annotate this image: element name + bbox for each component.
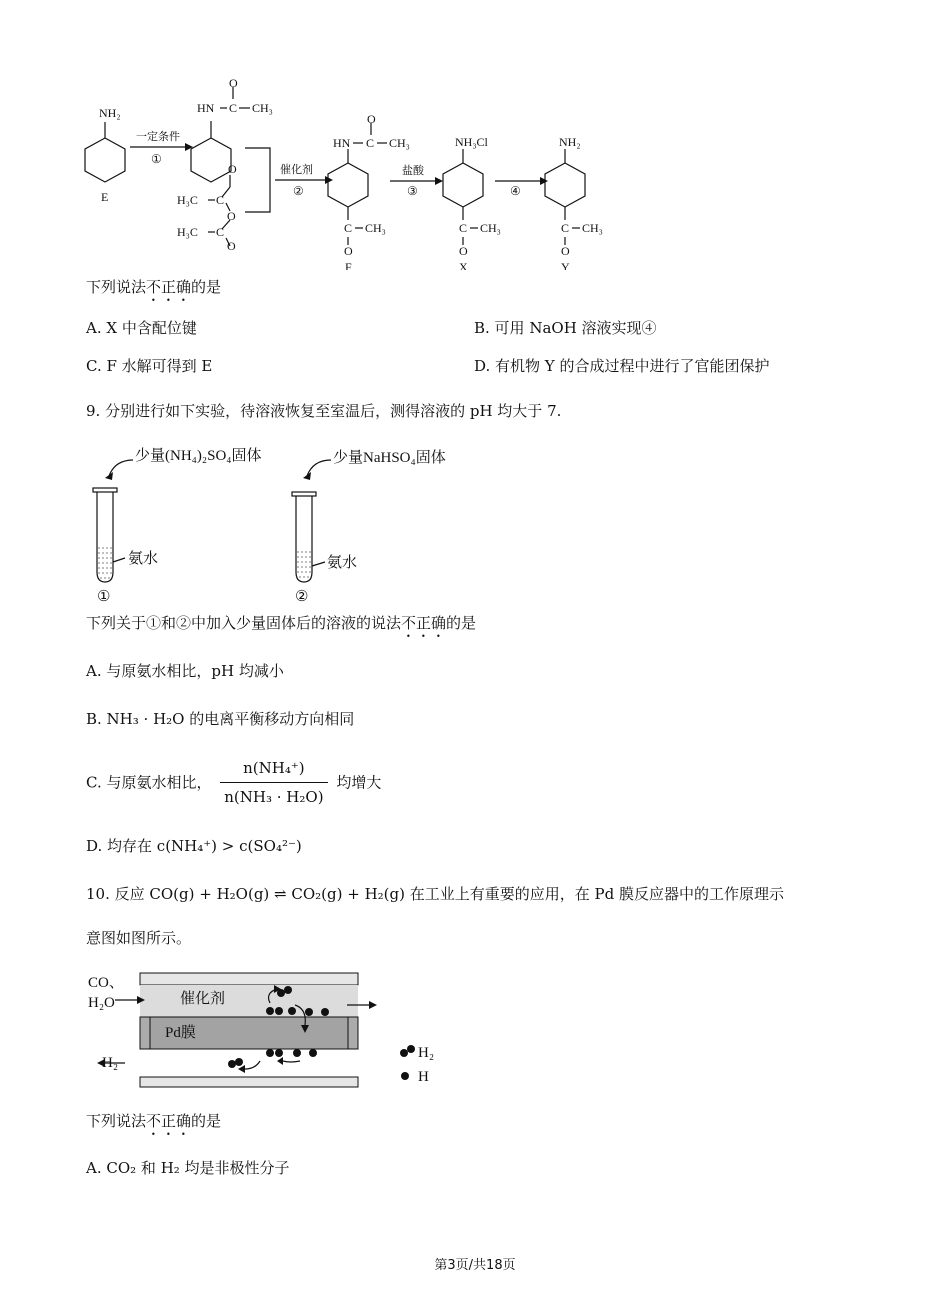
svg-text:O: O bbox=[227, 209, 236, 223]
tube2-solid-label: 少量NaHSO₄固体 bbox=[333, 450, 446, 466]
q8-option-c: C. F 水解可得到 E bbox=[86, 357, 213, 375]
q9-stem: 9. 分别进行如下实验，待溶液恢复至室温后，测得溶液的 pH 均大于 7. bbox=[86, 402, 562, 420]
q10-substem: 下列说法不正确的是 bbox=[86, 1112, 222, 1130]
q9-option-a: A. 与原氨水相比，pH 均减小 bbox=[86, 662, 284, 680]
f-label: F bbox=[345, 260, 352, 270]
svg-text:CH₃: CH₃ bbox=[252, 101, 273, 115]
tube1-solid-label: 少量(NH₄)₂SO₄固体 bbox=[135, 448, 262, 464]
svg-text:盐酸: 盐酸 bbox=[402, 165, 424, 177]
svg-text:NH₃Cl: NH₃Cl bbox=[455, 135, 488, 149]
e-nh2: NH₂ bbox=[99, 106, 121, 120]
svg-text:③: ③ bbox=[407, 184, 418, 198]
tube1-liquid: 氨水 bbox=[128, 551, 159, 567]
feed-co: CO、 bbox=[88, 975, 124, 991]
q9-option-c: C. 与原氨水相比， $\frac{\text{n(NH₄⁺)}}{\text{n(NH₃ · H₂O)}}$ 均增大 bbox=[86, 756, 381, 809]
svg-text:C: C bbox=[216, 193, 225, 207]
svg-text:O: O bbox=[561, 244, 570, 258]
q10-option-a: A. CO₂ 和 H₂ 均是非极性分子 bbox=[86, 1159, 290, 1177]
svg-text:NH₂: NH₂ bbox=[559, 135, 581, 149]
q8-option-b: B. 可用 NaOH 溶液实现④ bbox=[474, 319, 657, 337]
tube2-num: ② bbox=[295, 589, 309, 605]
svg-text:C: C bbox=[459, 221, 468, 235]
svg-text:O: O bbox=[344, 244, 353, 258]
feed-h2o: H₂O bbox=[88, 995, 115, 1011]
svg-text:C: C bbox=[561, 221, 570, 235]
q10-stem-line2: 意图如图所示。 bbox=[86, 929, 192, 947]
svg-text:①: ① bbox=[151, 152, 162, 166]
svg-text:一定条件: 一定条件 bbox=[136, 131, 180, 143]
svg-text:CH₃: CH₃ bbox=[389, 136, 410, 150]
svg-text:O: O bbox=[227, 239, 236, 253]
catalyst-label: 催化剂 bbox=[180, 991, 226, 1007]
tube2-liquid: 氨水 bbox=[327, 555, 358, 571]
svg-text:CH₃: CH₃ bbox=[582, 221, 603, 235]
membrane-label: Pd膜 bbox=[165, 1025, 196, 1041]
svg-text:HN: HN bbox=[333, 136, 351, 150]
svg-text:O: O bbox=[367, 112, 376, 126]
q9-option-b: B. NH₃ · H₂O 的电离平衡移动方向相同 bbox=[86, 710, 355, 728]
legend-h: H bbox=[418, 1069, 429, 1085]
svg-text:C: C bbox=[344, 221, 353, 235]
svg-text:CH₃: CH₃ bbox=[480, 221, 501, 235]
q10-stem-line1: 10. 反应 CO(g) + H₂O(g) ⇌ CO₂(g) + H₂(g) 在工业上有重要的应用，在 Pd 膜反应器中的工作原理示 bbox=[86, 885, 784, 903]
y-label: Y bbox=[561, 260, 570, 270]
svg-text:HN: HN bbox=[197, 101, 215, 115]
q9-substem: 下列关于①和②中加入少量固体后的溶液的说法不正确的是 bbox=[86, 614, 477, 632]
q8-option-a: A. X 中含配位键 bbox=[86, 319, 197, 337]
svg-text:④: ④ bbox=[510, 184, 521, 198]
tube1-num: ① bbox=[97, 589, 111, 605]
pd-membrane-reactor-diagram bbox=[85, 965, 465, 1095]
synthesis-scheme bbox=[70, 75, 630, 270]
svg-text:C: C bbox=[229, 101, 238, 115]
svg-text:O: O bbox=[228, 162, 237, 176]
x-label: X bbox=[459, 260, 468, 270]
svg-text:催化剂: 催化剂 bbox=[280, 164, 313, 176]
svg-text:H₃C: H₃C bbox=[177, 193, 198, 207]
q9-option-d: D. 均存在 c(NH₄⁺) > c(SO₄²⁻) bbox=[86, 837, 302, 855]
ratio-fraction: $\frac{\text{n(NH₄⁺)}}{\text{n(NH₃ · H₂O)}}$ bbox=[220, 756, 327, 809]
q8-stem: 下列说法不正确的是 bbox=[86, 278, 222, 296]
svg-text:C: C bbox=[216, 225, 225, 239]
e-label: E bbox=[101, 190, 109, 204]
svg-text:H₃C: H₃C bbox=[177, 225, 198, 239]
q8-option-d: D. 有机物 Y 的合成过程中进行了官能团保护 bbox=[474, 357, 770, 375]
svg-text:C: C bbox=[366, 136, 375, 150]
h2-outlet-label: H₂ bbox=[102, 1055, 119, 1071]
legend-h2: H₂ bbox=[418, 1045, 435, 1061]
svg-text:②: ② bbox=[293, 184, 304, 198]
svg-text:O: O bbox=[459, 244, 468, 258]
svg-text:CH₃: CH₃ bbox=[365, 221, 386, 235]
q9-test-tubes bbox=[85, 438, 485, 608]
page-footer: 第3页/共18页 bbox=[434, 1258, 516, 1273]
svg-text:O: O bbox=[229, 76, 238, 90]
